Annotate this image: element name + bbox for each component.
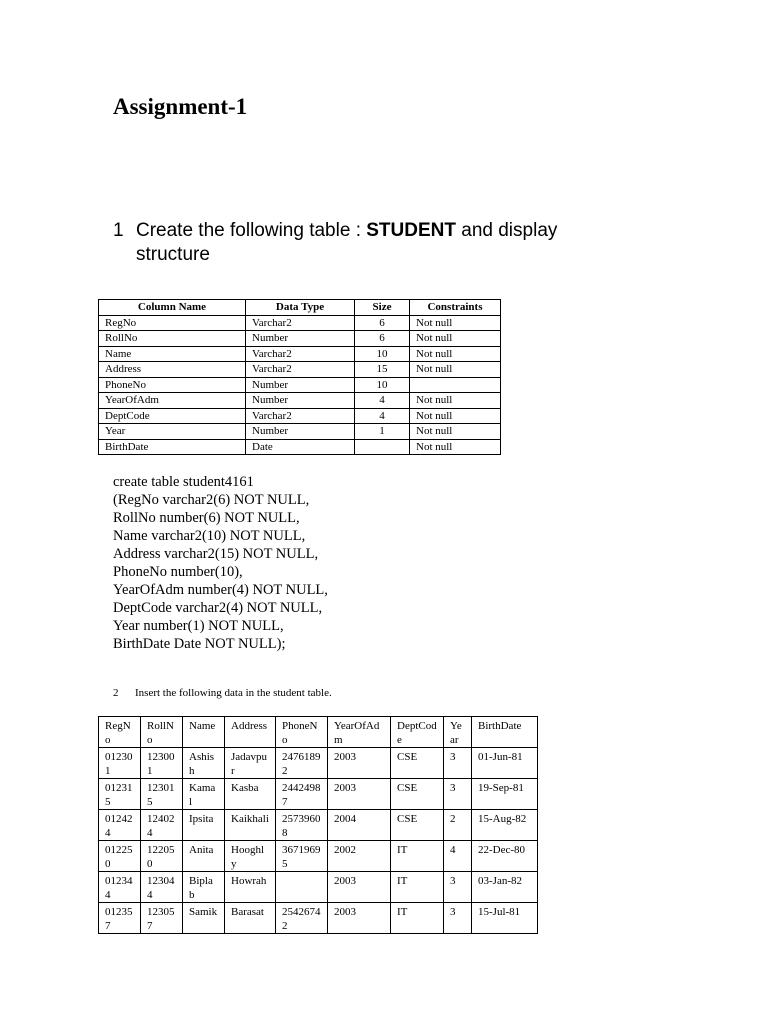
structure-table-cell: BirthDate <box>99 439 246 455</box>
structure-table-row <box>99 393 501 409</box>
structure-table-row <box>99 362 501 378</box>
structure-header-data-type: Data Type <box>246 300 355 316</box>
structure-table-cell: 4 <box>355 408 410 424</box>
data-table-cell: 124024 <box>141 810 183 841</box>
assignment-title: Assignment-1 <box>113 94 248 119</box>
data-table-cell: 25739608 <box>276 810 328 841</box>
student-data-table <box>98 716 538 934</box>
data-table-cell: 012344 <box>99 872 141 903</box>
structure-header-constraints: Constraints <box>410 300 501 316</box>
data-table-cell: 123015 <box>141 779 183 810</box>
data-table-cell: 2 <box>444 810 472 841</box>
sql-create-statement <box>113 473 328 653</box>
structure-table-cell: 1 <box>355 424 410 440</box>
data-table-row <box>99 810 538 841</box>
structure-table-cell: 10 <box>355 346 410 362</box>
structure-table-cell: YearOfAdm <box>99 393 246 409</box>
structure-table-cell: Varchar2 <box>246 346 355 362</box>
data-table-cell: 36719695 <box>276 841 328 872</box>
structure-table-row <box>99 331 501 347</box>
structure-table-cell: Varchar2 <box>246 315 355 331</box>
question-1-text-before: Create the following table : <box>136 220 367 241</box>
data-table-header-cell: Year <box>444 717 472 748</box>
data-table-cell: 25426742 <box>276 903 328 934</box>
structure-table-cell: 10 <box>355 377 410 393</box>
data-table-row <box>99 779 538 810</box>
data-table-cell: Kamal <box>183 779 225 810</box>
question-1-text-after: and display structure <box>136 220 558 265</box>
data-table-header-cell: Name <box>183 717 225 748</box>
data-table-cell: Barasat <box>225 903 276 934</box>
data-table-cell: 2003 <box>328 748 391 779</box>
data-table-cell: 4 <box>444 841 472 872</box>
structure-table-row <box>99 346 501 362</box>
structure-table-cell: Number <box>246 393 355 409</box>
data-table-header-cell: PhoneNo <box>276 717 328 748</box>
data-table-cell: 3 <box>444 903 472 934</box>
question-1-table-name: STUDENT <box>366 220 456 241</box>
data-table-cell: 122050 <box>141 841 183 872</box>
structure-table-cell: Not null <box>410 424 501 440</box>
question-1-number: 1 <box>113 220 124 241</box>
structure-table-cell <box>410 377 501 393</box>
data-table-row <box>99 748 538 779</box>
structure-header-column-name: Column Name <box>99 300 246 316</box>
data-table-cell: 01-Jun-81 <box>472 748 538 779</box>
structure-header-size: Size <box>355 300 410 316</box>
structure-table-cell: Number <box>246 424 355 440</box>
structure-table-cell: Year <box>99 424 246 440</box>
structure-table-row <box>99 408 501 424</box>
data-table-cell: Samik <box>183 903 225 934</box>
data-table-cell: 2003 <box>328 872 391 903</box>
data-table-cell: 123001 <box>141 748 183 779</box>
data-table-cell: 24761892 <box>276 748 328 779</box>
question-2-number: 2 <box>113 687 119 699</box>
data-table-cell: Ashish <box>183 748 225 779</box>
data-table-cell: 012424 <box>99 810 141 841</box>
data-table-cell: 012301 <box>99 748 141 779</box>
sql-line: create table student4161 <box>113 474 254 490</box>
data-table-cell: Jadavpur <box>225 748 276 779</box>
data-table-cell: 012357 <box>99 903 141 934</box>
question-1-text <box>136 219 606 267</box>
structure-table-cell: RollNo <box>99 331 246 347</box>
data-table-cell: 15-Aug-82 <box>472 810 538 841</box>
structure-table-cell: RegNo <box>99 315 246 331</box>
structure-table-cell: Varchar2 <box>246 408 355 424</box>
structure-table-cell: DeptCode <box>99 408 246 424</box>
data-table-cell: Howrah <box>225 872 276 903</box>
data-table-cell: CSE <box>391 748 444 779</box>
structure-table-cell: Number <box>246 331 355 347</box>
data-table-cell: 22-Dec-80 <box>472 841 538 872</box>
structure-table-cell: 6 <box>355 331 410 347</box>
structure-table-cell: PhoneNo <box>99 377 246 393</box>
data-table-header-row <box>99 717 538 748</box>
structure-table <box>98 299 501 455</box>
data-table-cell <box>276 872 328 903</box>
data-table-cell: Kasba <box>225 779 276 810</box>
data-table-cell: 012250 <box>99 841 141 872</box>
structure-table-row <box>99 439 501 455</box>
data-table-row <box>99 841 538 872</box>
data-table-header-cell: YearOfAdm <box>328 717 391 748</box>
question-2-text: Insert the following data in the student table. <box>135 687 332 699</box>
structure-table-cell: 15 <box>355 362 410 378</box>
data-table-cell: Ipsita <box>183 810 225 841</box>
data-table-cell: 15-Jul-81 <box>472 903 538 934</box>
sql-line: RollNo number(6) NOT NULL, <box>113 510 300 526</box>
structure-table-cell: 6 <box>355 315 410 331</box>
structure-table-cell: Not null <box>410 362 501 378</box>
sql-line: DeptCode varchar2(4) NOT NULL, <box>113 600 323 616</box>
data-table-cell: Hooghly <box>225 841 276 872</box>
data-table-cell: 2004 <box>328 810 391 841</box>
data-table-cell: 123044 <box>141 872 183 903</box>
data-table-row <box>99 903 538 934</box>
data-table-cell: 3 <box>444 748 472 779</box>
data-table-cell: 2002 <box>328 841 391 872</box>
sql-line: Year number(1) NOT NULL, <box>113 618 284 634</box>
structure-table-cell: Not null <box>410 439 501 455</box>
sql-line: BirthDate Date NOT NULL); <box>113 636 286 652</box>
sql-line: (RegNo varchar2(6) NOT NULL, <box>113 492 310 508</box>
structure-table-cell: 4 <box>355 393 410 409</box>
data-table-cell: Anita <box>183 841 225 872</box>
data-table-header-cell: RegNo <box>99 717 141 748</box>
data-table-cell: IT <box>391 903 444 934</box>
data-table-cell: 123057 <box>141 903 183 934</box>
structure-table-cell: Date <box>246 439 355 455</box>
structure-table-cell: Not null <box>410 315 501 331</box>
data-table-cell: Kaikhali <box>225 810 276 841</box>
structure-table-cell: Not null <box>410 331 501 347</box>
structure-table-cell: Varchar2 <box>246 362 355 378</box>
data-table-cell: 24424987 <box>276 779 328 810</box>
data-table-cell: 2003 <box>328 903 391 934</box>
structure-table-header-row <box>99 300 501 316</box>
structure-table-cell: Not null <box>410 408 501 424</box>
data-table-cell: IT <box>391 872 444 903</box>
data-table-header-cell: Address <box>225 717 276 748</box>
data-table-cell: 3 <box>444 779 472 810</box>
data-table-row <box>99 872 538 903</box>
sql-line: Name varchar2(10) NOT NULL, <box>113 528 306 544</box>
data-table-header-cell: BirthDate <box>472 717 538 748</box>
data-table-cell: IT <box>391 841 444 872</box>
data-table-cell: 03-Jan-82 <box>472 872 538 903</box>
structure-table-cell <box>355 439 410 455</box>
structure-table-row <box>99 315 501 331</box>
structure-table-row <box>99 424 501 440</box>
structure-table-row <box>99 377 501 393</box>
structure-table-cell: Address <box>99 362 246 378</box>
structure-table-cell: Number <box>246 377 355 393</box>
data-table-cell: Biplab <box>183 872 225 903</box>
data-table-header-cell: RollNo <box>141 717 183 748</box>
data-table-cell: 3 <box>444 872 472 903</box>
structure-table-cell: Not null <box>410 393 501 409</box>
structure-table-cell: Not null <box>410 346 501 362</box>
data-table-cell: CSE <box>391 810 444 841</box>
data-table-cell: 19-Sep-81 <box>472 779 538 810</box>
sql-line: YearOfAdm number(4) NOT NULL, <box>113 582 328 598</box>
data-table-cell: 2003 <box>328 779 391 810</box>
sql-line: PhoneNo number(10), <box>113 564 243 580</box>
data-table-cell: 012315 <box>99 779 141 810</box>
structure-table-cell: Name <box>99 346 246 362</box>
sql-line: Address varchar2(15) NOT NULL, <box>113 546 319 562</box>
data-table-header-cell: DeptCode <box>391 717 444 748</box>
data-table-cell: CSE <box>391 779 444 810</box>
